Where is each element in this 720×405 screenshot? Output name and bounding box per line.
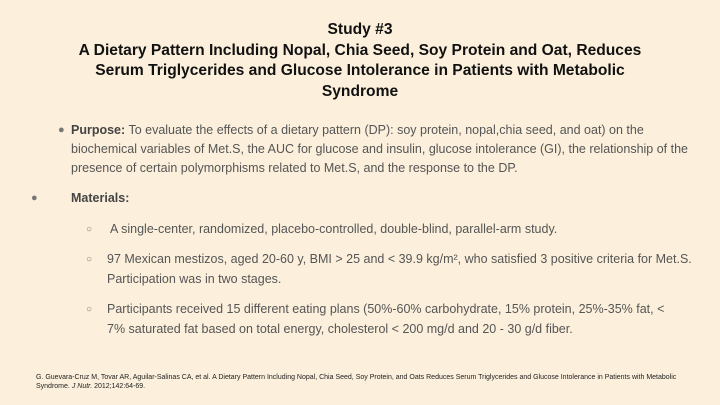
title-line-4: Syndrome: [321, 82, 399, 100]
footnote-citation: 2012;142:64-69.: [94, 383, 146, 390]
purpose-text: To evaluate the effects of a dietary pattern (DP): soy protein, nopal,chia seed, and oat) on the biochemical variables of Met.S, the AUC for glucose and insulin, glucose intolerance (GI), the relationship of the presence of certain polymorphisms related to Met.S, and the response to the DP.: [71, 123, 688, 175]
slide-title: [20, 20, 700, 102]
materials-item-3: Participants received 15 different eating plans (50%-60% carbohydrate, 15% protein, 25%-35% fat, < 7% saturated fat based on total energy, cholesterol < 200 mg/d and 20 - 30 g/d fiber.: [107, 302, 665, 336]
purpose-bullet: ●: [58, 124, 65, 136]
title-line-2: A Dietary Pattern Including Nopal, Chia Seed, Soy Protein and Oat, Reduces: [78, 41, 642, 59]
purpose-label: Purpose:: [71, 123, 126, 137]
materials-sub-bullet-1: ○: [86, 224, 93, 235]
title-line-3: Serum Triglycerides and Glucose Intolerance in Patients with Metabolic: [95, 62, 625, 79]
footnote-text: G. Guevara-Cruz M, Tovar AR, Aguilar-Salinas CA, et al. A Dietary Pattern Including Nopal, Chia Seed, Soy Protein, and Oats Reduces Serum Triglycerides and Glucose Intolerance in Patients with Metabolic Syndrome.: [36, 374, 677, 390]
materials-sub-bullet-2: ○: [86, 254, 93, 265]
footnote-journal: J Nutr.: [71, 383, 93, 390]
materials-label: Materials:: [71, 191, 130, 205]
materials-item-2: 97 Mexican mestizos, aged 20-60 y, BMI > 25 and < 39.9 kg/m², who satisfied 3 positive criteria for Met.S. Participation was in two stages.: [107, 252, 692, 286]
materials-sub-bullet-3: ○: [86, 304, 93, 315]
purpose-paragraph: [71, 121, 701, 178]
materials-bullet: ●: [31, 192, 38, 204]
citation-footnote: [36, 373, 696, 391]
title-line-1: Study #3: [327, 21, 393, 38]
materials-item-1: A single-center, randomized, placebo-controlled, double-blind, parallel-arm study.: [110, 222, 558, 236]
